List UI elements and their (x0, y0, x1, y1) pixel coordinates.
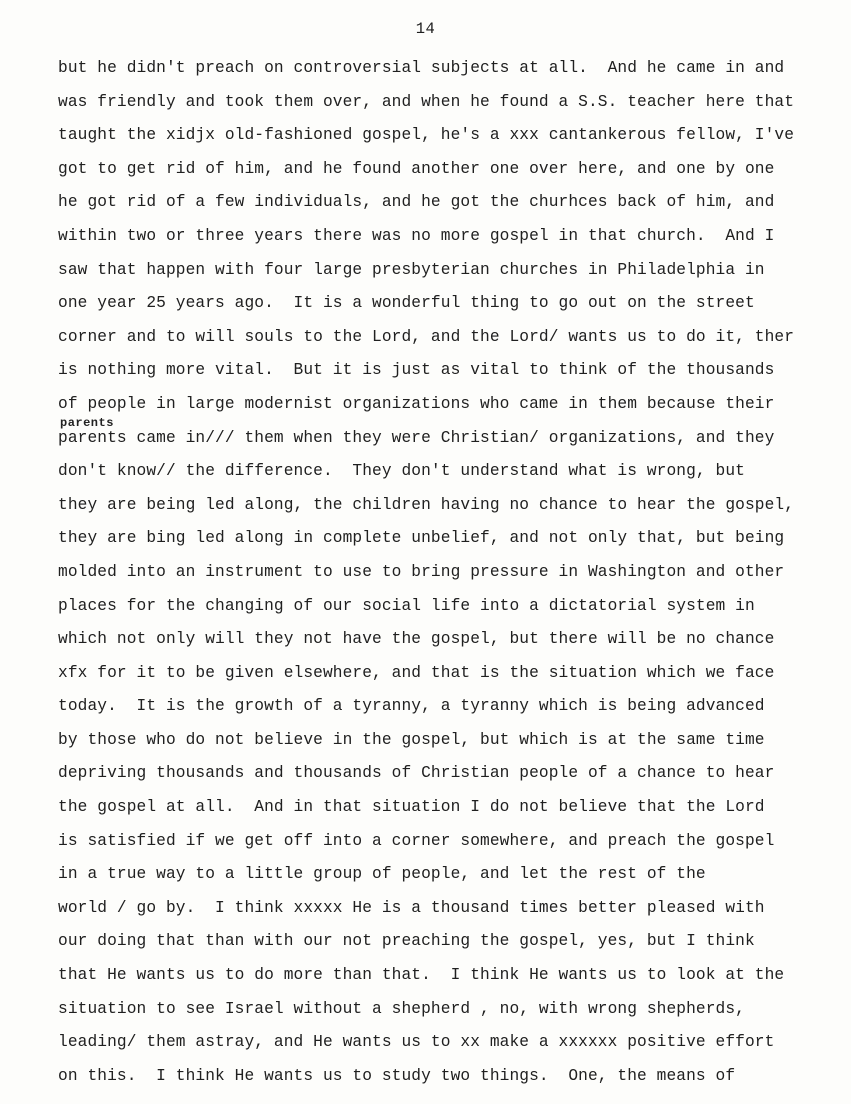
text-line: was friendly and took them over, and when he found a S.S. teacher here that (58, 92, 795, 111)
struck-word-overtype: parents (60, 416, 114, 430)
text-line: of people in large modernist organizations who came in them because their (58, 394, 775, 413)
text-line: depriving thousands and thousands of Christian people of a chance to hear (58, 764, 775, 783)
text-line: places for the changing of our social life into a dictatorial system in (58, 596, 755, 615)
text-line: within two or three years there was no more gospel in that church. And I (58, 226, 775, 245)
text-line: xfx for it to be given elsewhere, and that is the situation which we face (58, 663, 775, 682)
text-line: world / go by. I think xxxxx He is a thousand times better pleased with (58, 898, 765, 917)
page-number: 14 (415, 20, 436, 38)
text-line: in a true way to a little group of people, and let the rest of the (58, 865, 706, 884)
text-line: got to get rid of him, and he found another one over here, and one by one (58, 159, 775, 178)
text-line: saw that happen with four large presbyterian churches in Philadelphia in (58, 260, 765, 279)
text-line: they are being led along, the children having no chance to hear the gospel, (58, 495, 795, 514)
text-line: corner and to will souls to the Lord, and the Lord/ wants us to do it, ther (58, 327, 795, 346)
text-line: parents came in/// them when they were Christian/ organizations, and they (58, 428, 775, 447)
text-line: molded into an instrument to use to bring pressure in Washington and other (58, 562, 785, 581)
text-line: situation to see Israel without a shepherd , no, with wrong shepherds, (58, 999, 745, 1018)
text-line: taught the xidjx old-fashioned gospel, he's a xxx cantankerous fellow, I've (58, 126, 795, 145)
text-line: which not only will they not have the gospel, but there will be no chance (58, 630, 775, 649)
text-line: he got rid of a few individuals, and he got the churhces back of him, and (58, 193, 775, 212)
body-text (58, 52, 838, 1093)
text-line: is satisfied if we get off into a corner somewhere, and preach the gospel (58, 831, 775, 850)
text-line: they are bing led along in complete unbelief, and not only that, but being (58, 529, 785, 548)
text-line: one year 25 years ago. It is a wonderful thing to go out on the street (58, 294, 755, 313)
text-line: by those who do not believe in the gospel, but which is at the same time (58, 730, 765, 749)
text-line: is nothing more vital. But it is just as vital to think of the thousands (58, 361, 775, 380)
text-line: our doing that than with our not preaching the gospel, yes, but I think (58, 932, 755, 951)
text-line: don't know// the difference. They don't understand what is wrong, but (58, 462, 745, 481)
text-line: that He wants us to do more than that. I think He wants us to look at the (58, 966, 785, 985)
text-line: leading/ them astray, and He wants us to xx make a xxxxxx positive effort (58, 1033, 775, 1052)
text-line: today. It is the growth of a tyranny, a tyranny which is being advanced (58, 697, 765, 716)
text-line: on this. I think He wants us to study two things. One, the means of (58, 1066, 736, 1085)
text-line: the gospel at all. And in that situation I do not believe that the Lord (58, 798, 765, 817)
text-line: but he didn't preach on controversial subjects at all. And he came in and (58, 59, 785, 77)
